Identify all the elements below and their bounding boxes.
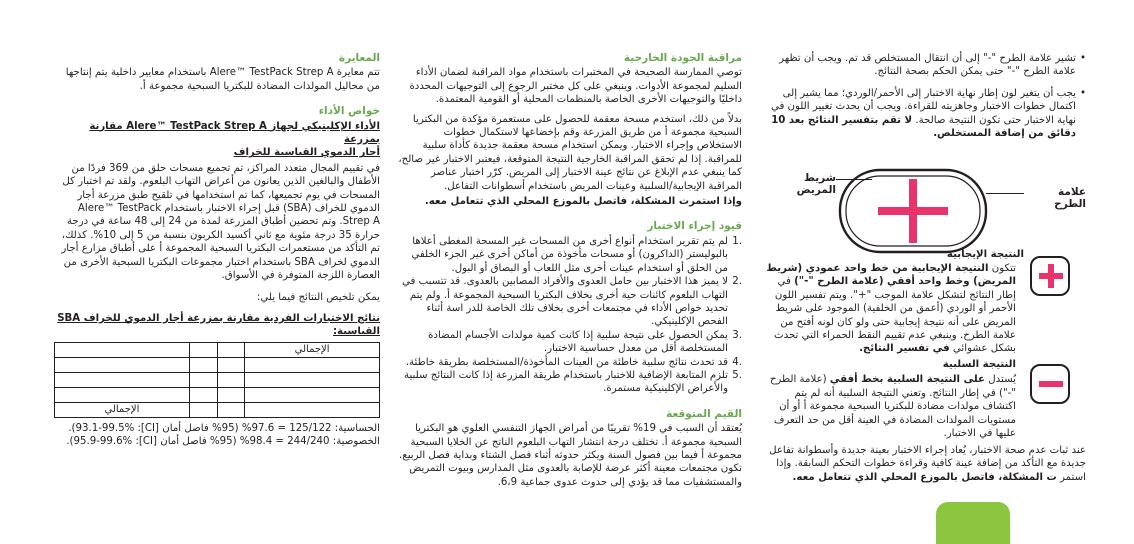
positive-result-text: النتيجة الإيجابية <box>946 249 1024 260</box>
limitation-item: .5 تلزم المتابعة الإضافية للاختبار باستخدام طريقة المزرعة إذا كانت النتائج سلبية والأعراض الإكلينيكية مستمرة. <box>404 369 742 395</box>
positive-result-body: تتكون النتيجة الإيجابية من خط واحد عمودي (شريط المريض) وخط واحد أفقي (علامة الطرح "-") في إطار النتائج لتشكل علامة الموجب "+". ويتم تفسير اللون الأحمر أو الوردي (أعمق من الخلفية) الموجود على شريط المريض على أنه نتيجة إيجابية حتى ولو كان لونه أفتح من علامة الطرح. وينبغي عدم تقييم النقط الحمراء التي تحدث بشكل عشوائي في تفسير النتائج. <box>766 263 1016 355</box>
limitations-list <box>398 235 742 396</box>
table-row: الإجمالي <box>55 342 380 357</box>
results-table <box>54 342 380 418</box>
external-qc-p1: توصي الممارسة الصحيحة في المختبرات باستخدام مواد المراقبة لضمان الأداء السليم لمجموعة الأدوات. وينبغي على كل مختبر الرجوع إلى التوجيهات المحددة داخليًا والتوجيهات الأخرى الخاصة بالمنظمات المحلية أو القومية المعتمدة. <box>409 67 742 106</box>
result-window-illustration <box>838 168 988 254</box>
heading-expected-values: القيم المتوقعة <box>666 407 742 420</box>
summary-text: يمكن تلخيص النتائج فيما يلي: <box>256 291 380 303</box>
heading-external-qc: مراقبة الجودة الخارجية <box>623 52 742 64</box>
label-patient-strip: شريط المريض <box>796 172 836 196</box>
middle-column <box>398 52 742 491</box>
table-row <box>55 372 380 387</box>
bullet-end-frame: • يجب أن يتغير لون إطار نهاية الاختبار إلى الأحمر/الوردي؛ مما يشير إلى اكتمال خطوات الاختبار وجاهزيته للقراءة. ويجب أن يحدث تغيير اللون في نهاية الاختبار حتى تكون النتيجة صالحة. لا تقم بتفسير النتائج بعد 10 دقائق من إضافة المستخلص. <box>760 87 1086 141</box>
negative-result-text: النتيجة السلبية يُستدل على النتيجة السلبية بخط أفقي (علامة الطرح "-") في إطار النتائج. وتعني النتيجة السلبية أنه لم يتم اكتشاف مولدات مضادة للبكتريا السبحية مجموعة أ أو أن مستويات المولدات المضادة في العينة أقل من حد التعرف عليها في الاختبار. <box>769 359 1016 440</box>
table-row: الإجمالي <box>55 402 380 417</box>
page-tab <box>936 502 1010 544</box>
specificity-text: الخصوصية: 244/240 = 98.4% (95% فاصل أمان [CI]: 95.9-99.6%). <box>66 436 380 448</box>
left-column <box>54 52 380 451</box>
bullet-list <box>760 52 1086 140</box>
strip-pointer-line <box>836 179 872 180</box>
bullet-warning: لا تقم بتفسير النتائج بعد 10 دقائق من إضافة المستخلص. <box>771 114 1076 140</box>
sign-pointer-line <box>986 193 1024 194</box>
final-note: عند ثبات عدم صحة الاختبار، يُعاد إجراء الاختبار بعينة جديدة وأسطوانة تفاعل جديدة مع التأكد من إضافة عينة كافية وقراءة خطوات التحكم السابقة. وإذا استمر ت المشكلة، فاتصل بالموزع المحلي الذي تتعامل معه. <box>769 445 1086 483</box>
heading-limitations: قيود إجراء الاختبار <box>647 220 742 233</box>
heading-performance: خواص الأداء <box>318 105 380 118</box>
minus-sign-line <box>878 207 948 215</box>
performance-subheading-a: الأداء الإكلينيكي لجهاز Alere™ TestPack Strep A مقارنة بمزرعة <box>89 120 380 146</box>
limitation-item: .4 قد تحدث نتائج سلبية خاطئة من العينات المأخوذة/المستخلصة بطريقة خاطئة. <box>405 356 742 368</box>
bullet-minus-sign: • تشير علامة الطرح "-" إلى أن انتقال المستخلص قد تم. ويجب أن تظهر علامة الطرح "-" حتى يمكن الحكم بصحة النتائج. <box>760 52 1086 79</box>
right-column <box>760 52 1086 148</box>
sensitivity-text: الحساسية: 125/122 = 97.6% (95% فاصل أمان [CI]: 93.1-99.5%). <box>68 422 380 434</box>
limitation-item: .2 لا يميز هذا الاختبار بين حامل العدوى والأفراد المصابين بالعدوى. قد تتسبب في التهاب البلعوم كائنات حية أخرى بخلاف البكتريا السبحية المجموعة أ. ولم يتم تحديد خواص الأداء في مجتمعات أخرى بخلاف تلك الخاصة للدر اسة أثناء الفحص الإكلينيكي. <box>401 276 742 328</box>
label-minus-sign: علامة الطرح <box>1054 186 1086 210</box>
calibration-text: تتم معايرة Alere™ TestPack Strep A باستخدام معايير داخلية يتم إنتاجها من محاليل المولدات المضادة للبكتريا السبحية مجموعة أ. <box>65 67 380 92</box>
performance-text: في تقييم المجال متعدد المراكز، تم تجميع مسحات حلق من 369 فردًا من الأطفال والبالغين الذين يعانون من أعراض التهاب البلعوم. ولقد تم اختبار كل المسحات في يوم تجميعها، كما تم استخدامها في تلقيح طبق مزرعة أجار الدموي للخراف (SBA) قبل إجراء الاختبار باستخدام Alere™ TestPack Strep A. وتم تحضين أطباق المزرعة لمدة من 24 إلى 48 ساعة في درجة حرارة 35 درجة مئوية مع ثاني أكسيد الكربون بنسبة من 5 إلى 10%. كذلك، تم التأكد من مستعمرات البكتريا السبحية المجموعة أ على أطباق مزارع أجار الدموي لخراف SBA باستخدام اختبار مجموعات البكتريا السبحية الأخرى من العصارة اللزجة المتوفرة في الأسواق. <box>61 162 380 282</box>
external-qc-p3: وإذا استمرت المشكلة، فاتصل بالموزع المحلي الذي تتعامل معه. <box>424 196 742 208</box>
heading-calibration: المعايرة <box>338 52 380 64</box>
result-window-svg <box>838 168 988 254</box>
expected-values-text: يُعتقد أن السبب في 19% تقريبًا من أمراض الجهاز التنفسي العلوي هو البكتريا السبحية مجموعة أ. تختلف درجة انتشار التهاب البلعوم الناتج عن الخلايا السبحية مجموعة أ فيما بين فصول السنة ويكثر حدوثه أثناء فصل الشتاء وبداية فصل الربيع. تكون مجتمعات معينة أكثر عرضة للإصابة بالعدوى مثل المدارس وبيوت التمريض والمستشفيات مما قد يؤدي إلى حدوث عدوى جماعية 6،9. <box>399 423 742 488</box>
table-row <box>55 357 380 372</box>
limitation-item: .3 يمكن الحصول على نتيجة سلبية إذا كانت كمية مولدات الأجسام المضادة المستخلصة أقل من معدل حساسية الاختبار. <box>428 329 742 355</box>
table-row <box>55 387 380 402</box>
limitation-item: .1 لم يتم تقرير استخدام أنواع أخرى من المسحات غير المسحة المغطى أعلاها بالبوليستر (الداكرون) أو مسحات مأخوذة من أماكن أخرى غير الجزء الخلفي من الحلق أو استخدام عينات أخرى مثل اللعاب أو البصاق أو البول. <box>411 235 742 274</box>
table-title: نتائج الاختبارات الفردية مقارنة بمزرعة أجار الدموي للخراف SBA القياسية: <box>57 312 380 338</box>
external-qc-p2: بدلاً من ذلك، استخدم مسحة معقمة للحصول على مستعمرة مؤكدة من البكتريا السبحية مجموعة أ من طريق المزرعة وقم بإخضاعها لاستكمال خطوات الاستخلاص وإجراء الاختبار. ويمكن استخدام مسحة معقمة جديدة كأداة سلبية للمراقبة. إذا لم تحقق المراقبة الخارجية النتيجة المتوقعة، فيعتبر الاختبار غير صالح، كما ينبغي عدم الإبلاغ عن نتائج عينة الاختبار إلى المريض. كرّر اختبار عناصر المراقبة الإيجابية/السلبية وعينات المريض باستخدام أسطوانات التفاعل. <box>398 113 742 192</box>
performance-subheading-b: أجار الدموي القياسية للخراف <box>233 147 380 159</box>
